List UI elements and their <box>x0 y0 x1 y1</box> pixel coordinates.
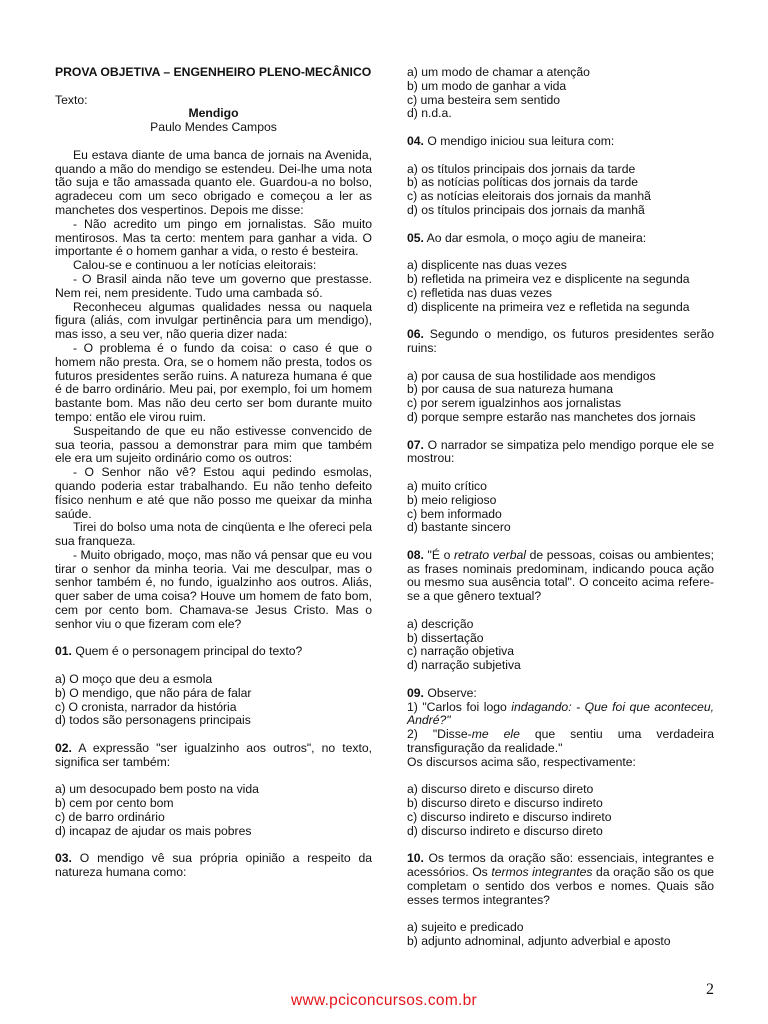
option-a[interactable]: a) um modo de chamar a atenção <box>407 65 590 79</box>
option-a[interactable]: a) displicente nas duas vezes <box>407 258 567 273</box>
option-c[interactable]: c) por serem igualzinhos aos jornalistas <box>407 396 622 411</box>
option-b[interactable]: b) refletida na primeira vez e displicente na segunda <box>407 271 690 286</box>
question-06 <box>407 328 714 425</box>
question-number: 05. <box>407 230 424 245</box>
question-text: "É o <box>427 547 454 562</box>
option-a[interactable]: a) discurso direto e discurso direto <box>407 782 594 797</box>
exam-header: PROVA OBJETIVA – ENGENHEIRO PLENO-MECÂNICO <box>55 65 372 79</box>
question-number: 01. <box>55 644 72 659</box>
option-a[interactable]: a) O moço que deu a esmola <box>55 672 213 687</box>
question-03-options <box>407 66 714 121</box>
option-d[interactable]: d) incapaz de ajudar os mais pobres <box>55 823 252 838</box>
question-09 <box>407 687 714 839</box>
option-list <box>407 618 714 673</box>
option-c[interactable]: c) refletida nas duas vezes <box>407 285 552 300</box>
option-d[interactable]: d) todos são personagens principais <box>55 713 251 728</box>
option-a[interactable]: a) descrição <box>407 616 474 631</box>
question-number: 08. <box>407 547 424 562</box>
example-emphasis: me ele <box>471 727 520 742</box>
story-author: Paulo Mendes Campos <box>150 120 277 135</box>
question-text: Os discursos acima são, respectivamente: <box>407 754 636 769</box>
question-03-start <box>55 852 372 880</box>
question-02 <box>55 742 372 839</box>
example-text: 1) "Carlos foi logo <box>407 699 512 714</box>
option-d[interactable]: d) porque sempre estarão nas manchetes dos jornais <box>407 409 696 424</box>
option-d[interactable]: d) discurso indireto e discurso direto <box>407 823 603 838</box>
option-c[interactable]: c) bem informado <box>407 506 502 521</box>
question-text: Quem é o personagem principal do texto? <box>75 644 303 659</box>
story-paragraph: Reconheceu algumas qualidades nessa ou naquela figura (aliás, com invulgar pertinência para um mendigo), mas isso, a seu ver, não queria dizer nada: <box>55 299 372 342</box>
question-07 <box>407 439 714 536</box>
option-c[interactable]: c) O cronista, narrador da história <box>55 699 237 714</box>
option-b[interactable]: b) cem por cento bom <box>55 796 174 811</box>
question-number: 02. <box>55 741 72 756</box>
option-b[interactable]: b) as notícias políticas dos jornais da tarde <box>407 175 639 190</box>
footer-url[interactable]: www.pciconcursos.com.br <box>290 992 478 1009</box>
question-text: da oração são os que completam o sentido dos verbos e nomes. Quais são esses termos integrantes? <box>407 865 715 907</box>
option-d[interactable]: d) displicente na primeira vez e refletida na segunda <box>407 299 690 314</box>
story-body <box>55 149 372 632</box>
story-paragraph: Suspeitando de que eu não estivesse convencido de sua teoria, passou a demonstrar para mim que também ele era um sujeito ordinário como os outros: <box>55 423 372 466</box>
example-2 <box>407 728 714 756</box>
question-text: O mendigo vê sua própria opinião a respeito da natureza humana como: <box>55 851 373 880</box>
example-1 <box>407 701 714 729</box>
story-title: Mendigo <box>188 106 239 121</box>
option-list <box>407 259 714 314</box>
option-b[interactable]: b) por causa de sua natureza humana <box>407 382 613 397</box>
question-number: 07. <box>407 437 424 452</box>
option-c[interactable]: c) uma besteira sem sentido <box>407 92 561 107</box>
question-05 <box>407 232 714 315</box>
question-number: 03. <box>55 851 72 866</box>
option-b[interactable]: b) discurso direto e discurso indireto <box>407 796 603 811</box>
question-number: 09. <box>407 685 424 700</box>
question-number: 06. <box>407 327 424 342</box>
option-c[interactable]: c) as notícias eleitorais dos jornais da manhã <box>407 189 651 204</box>
question-text: de pessoas, coisas ou ambientes; as frases nominais predominam, indicando pouca ação ou mesmo sua ausência total". O conceito acima refere-se a que gênero textual? <box>407 547 714 604</box>
option-list <box>55 783 372 838</box>
option-a[interactable]: a) por causa de sua hostilidade aos mendigos <box>407 368 656 383</box>
option-list <box>407 921 714 949</box>
example-text: 2) "Disse- <box>407 727 472 742</box>
option-list <box>55 673 372 728</box>
question-text: O narrador se simpatiza pelo mendigo porque ele se mostrou: <box>407 437 715 466</box>
question-emphasis: termos integrantes <box>491 865 593 880</box>
option-a[interactable]: a) muito crítico <box>407 478 487 493</box>
story-paragraph: Tirei do bolso uma nota de cinqüenta e lhe ofereci pela sua franqueza. <box>55 520 372 549</box>
question-text: O mendigo iniciou sua leitura com: <box>427 133 615 148</box>
option-d[interactable]: d) n.d.a. <box>407 106 452 121</box>
option-list <box>407 370 714 425</box>
option-d[interactable]: d) os títulos principais dos jornais da manhã <box>407 202 645 217</box>
option-c[interactable]: c) discurso indireto e discurso indireto <box>407 810 612 825</box>
story-paragraph: Calou-se e continuou a ler notícias eleitorais: <box>73 258 317 273</box>
question-text: Os termos da oração são: essenciais, integrantes e acessórios. Os <box>407 851 714 880</box>
story-paragraph: - O Brasil ainda não teve um governo que prestasse. Nem rei, nem presidente. Tudo uma cambada só. <box>55 271 372 300</box>
question-text: Observe: <box>427 685 477 700</box>
left-column <box>55 66 372 880</box>
option-list <box>407 783 714 838</box>
example-emphasis: indagando: - Que foi que aconteceu, André?" <box>407 699 714 728</box>
question-emphasis: retrato verbal <box>453 547 526 562</box>
option-c[interactable]: c) de barro ordinário <box>55 810 165 825</box>
option-a[interactable]: a) sujeito e predicado <box>407 920 524 935</box>
option-d[interactable]: d) narração subjetiva <box>407 658 521 673</box>
option-b[interactable]: b) dissertação <box>407 630 484 645</box>
option-c[interactable]: c) narração objetiva <box>407 644 515 659</box>
question-text: Ao dar esmola, o moço agiu de maneira: <box>426 230 647 245</box>
option-b[interactable]: b) adjunto adnominal, adjunto adverbial e aposto <box>407 934 671 949</box>
question-text: Segundo o mendigo, os futuros presidentes serão ruins: <box>407 327 715 355</box>
story-paragraph: - Muito obrigado, moço, mas não vá pensar que eu vou tirar o senhor da minha teoria. Vai me desculpar, mas o senhor também é, no fundo, igualzinho aos outros. Aliás, quer saber de uma coisa? Houve um homem de fato bom, cem por cento bom. Chamava-se Jesus Cristo. Mas o senhor viu o que fizeram com ele? <box>55 547 372 631</box>
example-text: que sentiu uma verdadeira transfiguração da realidade." <box>407 727 714 756</box>
option-list <box>407 480 714 535</box>
option-b[interactable]: b) O mendigo, que não pára de falar <box>55 685 252 700</box>
page-number: 2 <box>706 981 714 998</box>
story-paragraph: - O Senhor não vê? Estou aqui pedindo esmolas, quando poderia estar trabalhando. Eu não tenho defeito físico nenhum e até que não posso me queixar da minha saúde. <box>55 465 372 521</box>
question-10 <box>407 852 714 949</box>
question-number: 04. <box>407 133 424 148</box>
question-08 <box>407 549 714 673</box>
question-text: A expressão "ser igualzinho aos outros", no texto, significa ser também: <box>55 741 372 769</box>
question-04 <box>407 135 714 218</box>
option-b[interactable]: b) meio religioso <box>407 492 497 507</box>
story-paragraph: Eu estava diante de uma banca de jornais na Avenida, quando a mão do mendigo se estendeu. Dei-lhe uma nota tão suja e tão amassada quanto ele. Guardou-a no bolso, agradeceu com um seco obrigado e começou a ler as manchetes dos vespertinos. Depois me disse: <box>55 147 372 217</box>
option-d[interactable]: d) bastante sincero <box>407 520 511 535</box>
story-paragraph: - O problema é o fundo da coisa: o caso é que o homem não presta. Ora, se o homem não presta, todos os futuros presidentes serão ruins. A natureza humana é que é de barro ordinário. Meu pai, por exemplo, foi um homem bastante bom. Mas não deu certo ser bom durante muito tempo: então ele virou ruim. <box>55 340 372 424</box>
question-01 <box>55 645 372 728</box>
question-number: 10. <box>407 851 424 866</box>
story-paragraph: - Não acredito um pingo em jornalistas. São muito mentirosos. Mas ta certo: mentem para ganhar a vida. O importante é o homem ganhar a vida, o resto é besteira. <box>55 216 372 259</box>
option-b[interactable]: b) um modo de ganhar a vida <box>407 78 567 93</box>
option-a[interactable]: a) os títulos principais dos jornais da tarde <box>407 161 636 176</box>
right-column <box>407 66 714 949</box>
option-a[interactable]: a) um desocupado bem posto na vida <box>55 782 259 797</box>
texto-label: Texto: <box>55 92 88 107</box>
option-list <box>407 163 714 218</box>
